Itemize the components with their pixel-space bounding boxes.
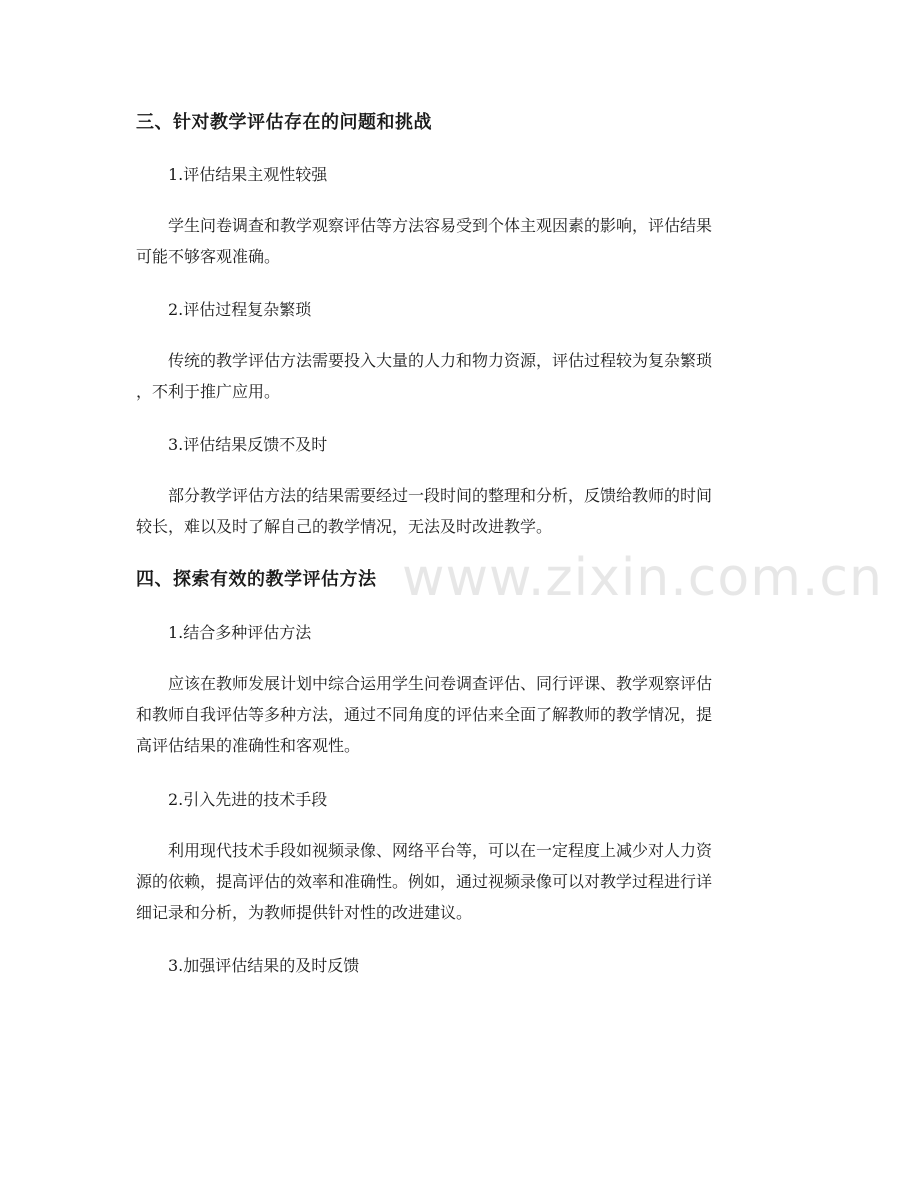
paragraph-line: 应该在教师发展计划中综合运用学生问卷调查评估、同行评课、教学观察评估	[168, 674, 713, 693]
paragraph-line: 可能不够客观准确。	[136, 247, 281, 266]
item-title-3-2: 2.评估过程复杂繁琐	[168, 300, 312, 319]
paragraph-line: 传统的教学评估方法需要投入大量的人力和物力资源，评估过程较为复杂繁琐	[168, 351, 713, 370]
paragraph-3-3	[136, 480, 786, 542]
paragraph-line: ，不利于推广应用。	[136, 382, 281, 401]
section-heading-4: 四、探索有效的教学评估方法	[136, 569, 377, 590]
item-title-4-3: 3.加强评估结果的及时反馈	[168, 956, 360, 975]
item-title-4-1: 1.结合多种评估方法	[168, 623, 312, 642]
paragraph-4-2	[136, 835, 786, 928]
paragraph-line: 较长，难以及时了解自己的教学情况，无法及时改进教学。	[136, 517, 553, 536]
paragraph-4-1	[136, 668, 786, 761]
item-title-3-3: 3.评估结果反馈不及时	[168, 435, 328, 454]
paragraph-3-2	[136, 345, 786, 407]
section-heading-3: 三、针对教学评估存在的问题和挑战	[136, 112, 432, 133]
paragraph-line: 学生问卷调查和教学观察评估等方法容易受到个体主观因素的影响，评估结果	[168, 216, 713, 235]
item-title-4-2: 2.引入先进的技术手段	[168, 790, 328, 809]
paragraph-line: 细记录和分析，为教师提供针对性的改进建议。	[136, 903, 473, 922]
item-title-3-1: 1.评估结果主观性较强	[168, 165, 328, 184]
watermark-text: www.zixin.com.cn	[402, 548, 883, 608]
paragraph-line: 和教师自我评估等多种方法，通过不同角度的评估来全面了解教师的教学情况，提	[136, 705, 713, 724]
paragraph-line: 利用现代技术手段如视频录像、网络平台等，可以在一定程度上减少对人力资	[168, 841, 713, 860]
paragraph-line: 部分教学评估方法的结果需要经过一段时间的整理和分析，反馈给教师的时间	[168, 486, 713, 505]
paragraph-line: 源的依赖，提高评估的效率和准确性。例如，通过视频录像可以对教学过程进行详	[136, 872, 713, 891]
paragraph-3-1	[136, 210, 786, 272]
paragraph-line: 高评估结果的准确性和客观性。	[136, 736, 361, 755]
